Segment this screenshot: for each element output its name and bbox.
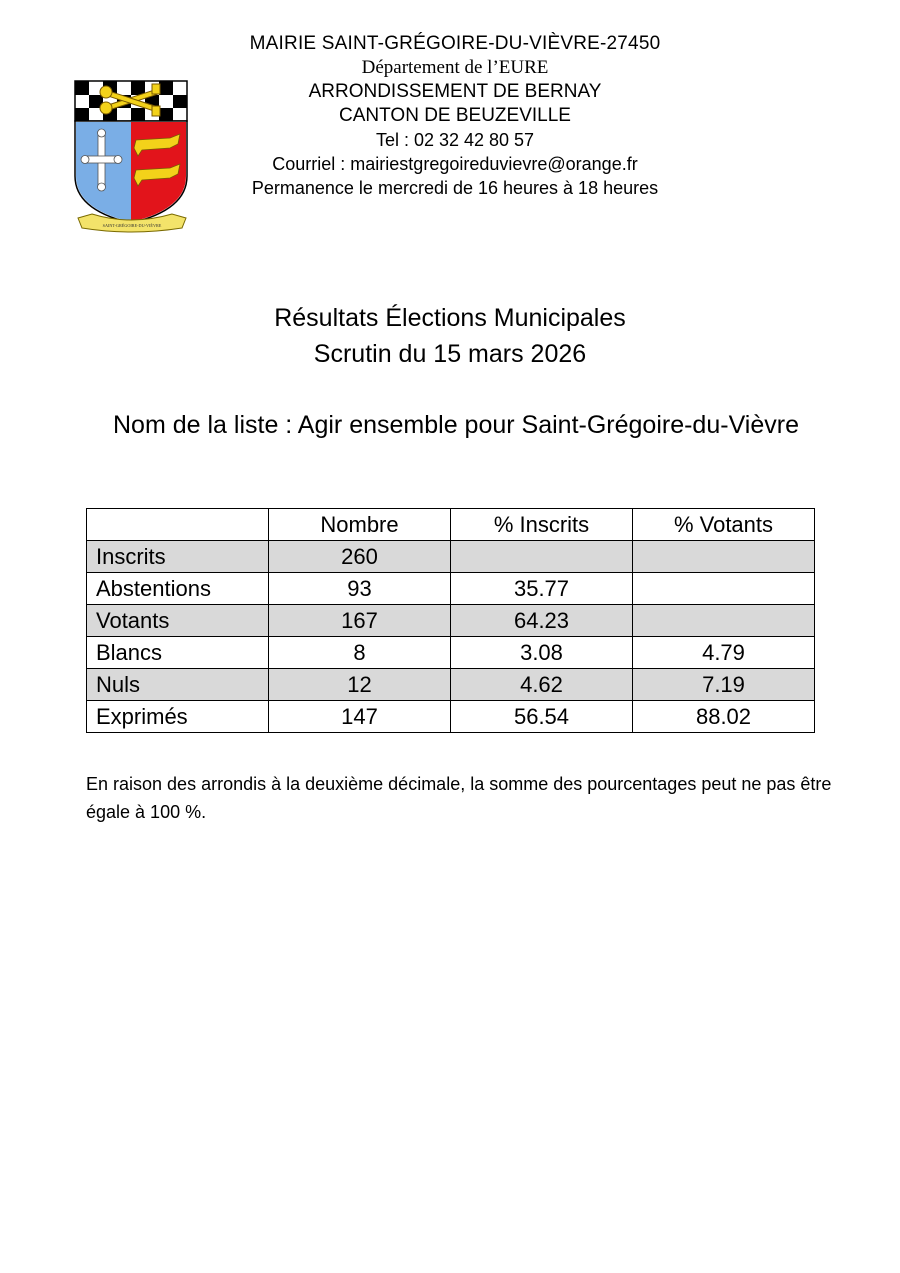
list-name: Nom de la liste : Agir ensemble pour Saint-Grégoire-du-Vièvre: [113, 411, 799, 439]
row-label: Inscrits: [87, 541, 269, 573]
cell-pct-votants: [633, 573, 815, 605]
table-row: [87, 637, 815, 669]
row-label: Votants: [87, 605, 269, 637]
table-header-row: [87, 509, 815, 541]
cell-pct-votants: 4.79: [633, 637, 815, 669]
cell-pct-inscrits: 35.77: [451, 573, 633, 605]
telephone-line: Tel : 02 32 42 80 57: [375, 130, 535, 150]
email-line: Courriel : mairiestgregoireduvievre@orange.fr: [272, 154, 638, 174]
rounding-note: En raison des arrondis à la deuxième décimale, la somme des pourcentages peut ne pas être égale à 100 %.: [86, 774, 832, 822]
cell-pct-inscrits: 3.08: [451, 637, 633, 669]
departement-line: Département de l’EURE: [361, 57, 549, 78]
letterhead: [200, 32, 710, 200]
document-title: [0, 300, 900, 372]
cell-nombre: 260: [269, 541, 451, 573]
title-line-2: Scrutin du 15 mars 2026: [313, 340, 587, 368]
table-row: [87, 701, 815, 733]
cell-nombre: 93: [269, 573, 451, 605]
cell-pct-inscrits: 64.23: [451, 605, 633, 637]
cell-pct-votants: [633, 605, 815, 637]
header-cell-pct-votants: % Votants: [633, 509, 815, 541]
permanence-line: Permanence le mercredi de 16 heures à 18 heures: [251, 178, 659, 198]
results-table: [86, 508, 815, 733]
title-line-1: Résultats Élections Municipales: [274, 304, 626, 332]
cell-nombre: 8: [269, 637, 451, 669]
row-label: Nuls: [87, 669, 269, 701]
table-row: [87, 669, 815, 701]
cell-pct-inscrits: [451, 541, 633, 573]
header-cell-nombre: Nombre: [269, 509, 451, 541]
cell-pct-votants: [633, 541, 815, 573]
row-label: Abstentions: [87, 573, 269, 605]
row-label: Exprimés: [87, 701, 269, 733]
mairie-name: MAIRIE SAINT-GRÉGOIRE-DU-VIÈVRE-27450: [249, 33, 661, 54]
header-cell-pct-inscrits: % Inscrits: [451, 509, 633, 541]
table-row: [87, 605, 815, 637]
row-label: Blancs: [87, 637, 269, 669]
cell-pct-votants: 7.19: [633, 669, 815, 701]
cell-nombre: 167: [269, 605, 451, 637]
canton-line: CANTON DE BEUZEVILLE: [339, 105, 571, 126]
cell-pct-votants: 88.02: [633, 701, 815, 733]
header-cell-empty: [87, 509, 269, 541]
cell-pct-inscrits: 56.54: [451, 701, 633, 733]
table-row: [87, 573, 815, 605]
arrondissement-line: ARRONDISSEMENT DE BERNAY: [308, 81, 602, 102]
cell-pct-inscrits: 4.62: [451, 669, 633, 701]
cell-nombre: 147: [269, 701, 451, 733]
coat-of-arms-logo: [72, 78, 192, 233]
cell-nombre: 12: [269, 669, 451, 701]
ribbon-text: SAINT-GRÉGOIRE-DU-VIÈVRE: [102, 223, 162, 228]
table-row: [87, 541, 815, 573]
